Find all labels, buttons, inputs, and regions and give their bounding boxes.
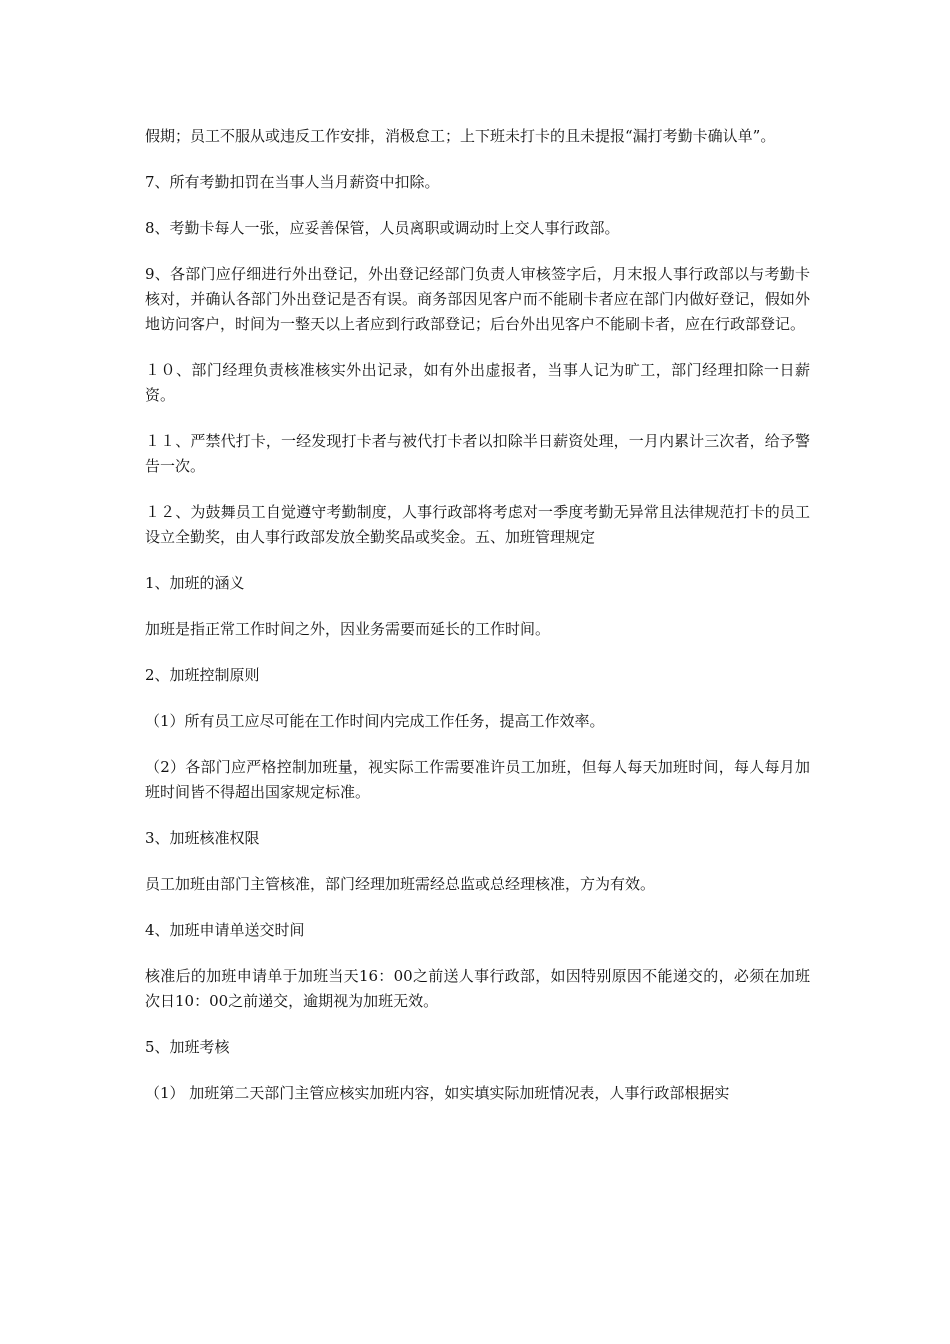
paragraph-13: （1） 加班第二天部门主管应核实加班内容，如实填实际加班情况表，人事行政部根据实: [145, 1084, 730, 1102]
section-heading-5: 5、加班考核: [145, 1038, 230, 1056]
document-body: [145, 124, 810, 1127]
paragraph-3: 8、考勤卡每人一张，应妥善保管，人员离职或调动时上交人事行政部。: [145, 219, 620, 237]
paragraph-9: （1）所有员工应尽可能在工作时间内完成工作任务，提高工作效率。: [145, 712, 605, 730]
paragraph-5: １０、部门经理负责核准核实外出记录，如有外出虚报者，当事人记为旷工，部门经理扣除一日薪资。: [145, 361, 810, 404]
paragraph-1: 假期；员工不服从或违反工作安排，消极怠工；上下班未打卡的且未提报“漏打考勤卡确认单”。: [145, 127, 776, 145]
paragraph-7: １２、为鼓舞员工自觉遵守考勤制度，人事行政部将考虑对一季度考勤无异常且法律规范打卡的员工设立全勤奖，由人事行政部发放全勤奖品或奖金。五、加班管理规定: [145, 503, 810, 546]
paragraph-11: 员工加班由部门主管核准，部门经理加班需经总监或总经理核准，方为有效。: [145, 875, 656, 893]
section-heading-4: 4、加班申请单送交时间: [145, 921, 305, 939]
paragraph-10: （2）各部门应严格控制加班量，视实际工作需要准许员工加班，但每人每天加班时间，每人每月加班时间皆不得超出国家规定标准。: [145, 758, 810, 801]
paragraph-6: １１、严禁代打卡，一经发现打卡者与被代打卡者以扣除半日薪资处理，一月内累计三次者，给予警告一次。: [145, 432, 810, 475]
section-heading-2: 2、加班控制原则: [145, 666, 260, 684]
paragraph-2: 7、所有考勤扣罚在当事人当月薪资中扣除。: [145, 173, 440, 191]
paragraph-12: 核准后的加班申请单于加班当天16：00之前送人事行政部，如因特别原因不能递交的，必须在加班次日10：00之前递交，逾期视为加班无效。: [145, 967, 810, 1010]
paragraph-8: 加班是指正常工作时间之外，因业务需要而延长的工作时间。: [145, 620, 551, 638]
paragraph-4: 9、各部门应仔细进行外出登记，外出登记经部门负责人审核签字后，月末报人事行政部以与考勤卡核对，并确认各部门外出登记是否有误。商务部因见客户而不能刷卡者应在部门内做好登记，假如外地访问客户，时间为一整天以上者应到行政部登记；后台外出见客户不能刷卡者，应在行政部登记。: [145, 265, 810, 333]
section-heading-3: 3、加班核准权限: [145, 829, 260, 847]
section-heading-1: 1、加班的涵义: [145, 574, 245, 592]
